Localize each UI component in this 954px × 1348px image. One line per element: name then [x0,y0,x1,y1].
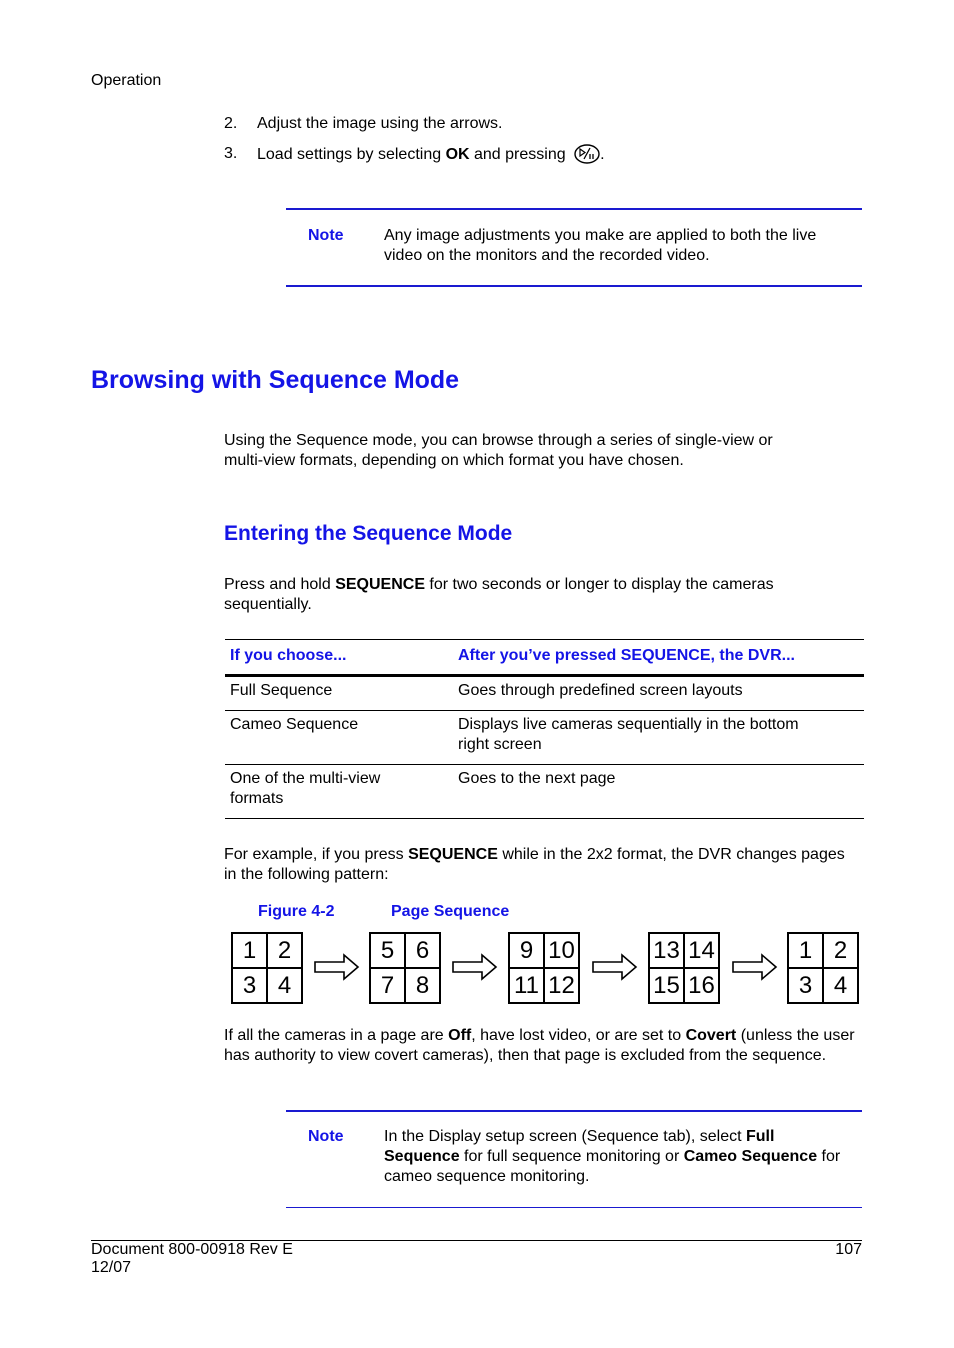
note-bottom-rule [286,285,862,287]
paragraph-line: in the following pattern: [224,866,389,883]
table-cell [225,711,453,765]
right-arrow-icon [592,953,638,981]
note-top-rule [286,208,862,210]
paragraph-line [224,845,845,865]
note-top-rule [286,1110,862,1112]
right-arrow-icon [314,953,360,981]
step-text-part: and pressing [469,146,571,163]
sequence-term: Sequence [384,1148,460,1165]
camera-cell: 2 [267,933,302,968]
camera-cell: 4 [823,968,858,1003]
document-number: Document 800-00918 Rev E [91,1241,293,1258]
running-header: Operation [91,72,162,89]
paragraph-line [224,575,774,595]
note-label: Note [308,227,344,244]
page-grid-4 [648,932,720,1004]
text-part: In the Display setup screen (Sequence tab), select [384,1128,746,1145]
step-3 [224,144,237,164]
sequence-table [225,639,864,819]
cell-line: Displays live cameras sequentially in the bottom [458,716,799,733]
subsection-title: Entering the Sequence Mode [224,522,513,545]
sequence-term: SEQUENCE [335,576,425,593]
camera-cell: 4 [267,968,302,1003]
text-part: for two seconds or longer to display the cameras [424,576,774,593]
play-pause-icon [574,144,600,170]
table-row [225,676,864,711]
note-line [384,1147,840,1167]
table-cell [453,711,864,765]
step-text-part: . [600,146,605,163]
text-part: Press and hold [224,576,336,593]
camera-cell: 3 [232,968,267,1003]
text-part: , have lost video, or are set to [471,1027,686,1044]
right-arrow-icon [452,953,498,981]
page-grid-2 [369,932,441,1004]
full-term: Full [745,1128,775,1145]
section-title: Browsing with Sequence Mode [91,366,460,394]
page-number: 107 [835,1241,862,1258]
table-cell [453,676,864,711]
right-arrow-icon [732,953,778,981]
camera-cell: 1 [232,933,267,968]
excluded-paragraph [224,1026,855,1066]
text-part: (unless the user [736,1027,855,1044]
page-grid-5 [787,932,859,1004]
document-date: 12/07 [91,1259,132,1276]
covert-term: Covert [685,1027,737,1044]
cell-line: One of the multi-view [230,770,381,787]
paragraph-line: Using the Sequence mode, you can browse through a series of single-view or [224,432,773,449]
table-row [225,765,864,819]
press-paragraph [224,575,774,615]
camera-cell: 14 [684,933,719,968]
text-part: for full sequence monitoring or [459,1148,684,1165]
paragraph-line [224,1026,855,1046]
text-part: for [817,1148,841,1165]
cell-line: Full Sequence [230,682,333,699]
note-text [384,226,816,266]
table-cell [225,676,453,711]
camera-cell: 5 [370,933,405,968]
camera-cell: 3 [788,968,823,1003]
note-line: Any image adjustments you make are applied to both the live [384,227,817,244]
camera-cell: 12 [544,968,579,1003]
step-2-text: Adjust the image using the arrows. [257,115,503,132]
column-header: If you choose... [225,640,453,676]
cell-line: Cameo Sequence [230,716,359,733]
ok-term: OK [445,146,470,163]
note-text [384,1127,840,1187]
note-label: Note [308,1128,344,1145]
figure-caption: Page Sequence [391,903,510,920]
column-header: After you’ve pressed SEQUENCE, the DVR... [453,640,864,676]
note-line [384,1127,840,1147]
camera-cell: 9 [509,933,544,968]
step-number: 3. [224,145,238,162]
table-cell [225,765,453,819]
camera-cell: 7 [370,968,405,1003]
table-row [225,711,864,765]
table-cell [453,765,864,819]
camera-cell: 8 [405,968,440,1003]
camera-cell: 11 [509,968,544,1003]
example-paragraph [224,845,845,885]
paragraph-line: multi-view formats, depending on which format you have chosen. [224,452,684,469]
camera-cell: 2 [823,933,858,968]
text-part: If all the cameras in a page are [224,1027,449,1044]
camera-cell: 13 [649,933,684,968]
camera-cell: 10 [544,933,579,968]
note-bottom-rule [286,1207,862,1208]
page-grid-3 [508,932,580,1004]
cameo-sequence-term: Cameo Sequence [683,1148,818,1165]
paragraph-line: has authority to view covert cameras), then that page is excluded from the sequence. [224,1047,827,1064]
step-text-part: Load settings by selecting [257,146,446,163]
camera-cell: 15 [649,968,684,1003]
footer-doc [91,1241,293,1277]
step-2 [224,114,237,134]
sequence-term: SEQUENCE [408,846,498,863]
cell-line: formats [230,790,284,807]
page-grid-1 [231,932,303,1004]
cell-line: Goes through predefined screen layouts [458,682,743,699]
text-part: while in the 2x2 format, the DVR changes pages [497,846,845,863]
cell-line: right screen [458,736,542,753]
intro-paragraph [224,431,773,471]
camera-cell: 6 [405,933,440,968]
note-line: video on the monitors and the recorded video. [384,247,710,264]
table-header-row [225,640,864,676]
step-3-text [257,144,605,170]
paragraph-line: sequentially. [224,596,312,613]
cell-line: Goes to the next page [458,770,616,787]
off-term: Off [448,1027,472,1044]
camera-cell: 1 [788,933,823,968]
step-number: 2. [224,115,238,132]
note-line: cameo sequence monitoring. [384,1168,590,1185]
figure-number: Figure 4-2 [258,903,335,920]
text-part: For example, if you press [224,846,409,863]
camera-cell: 16 [684,968,719,1003]
